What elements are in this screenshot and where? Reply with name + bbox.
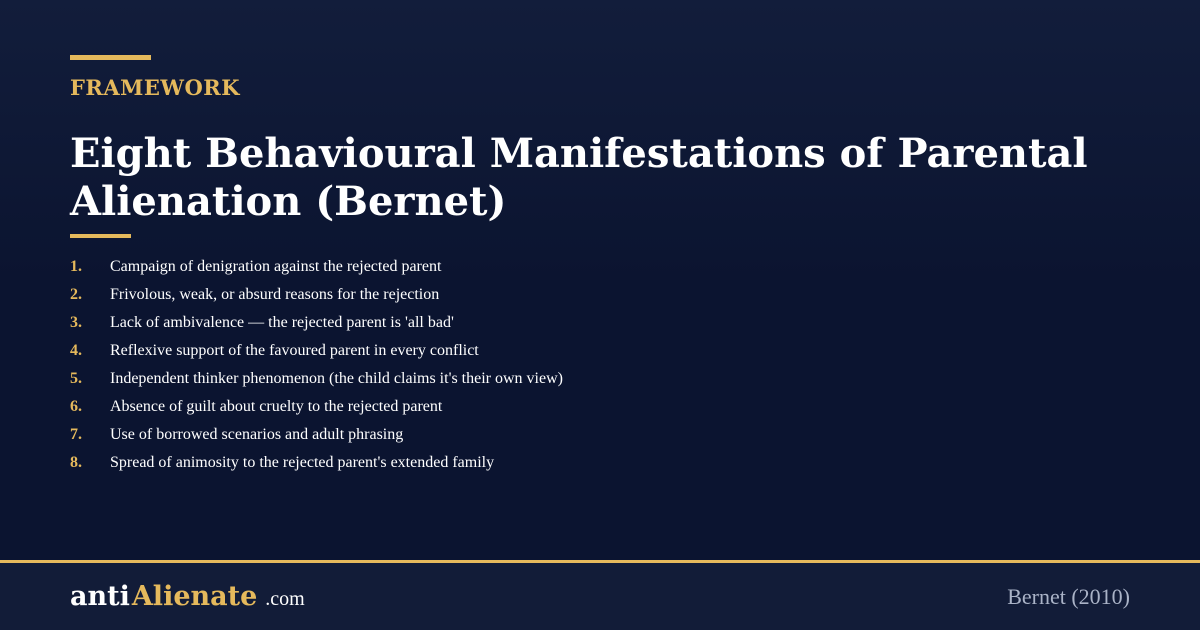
- list-item-number: 6.: [70, 398, 82, 415]
- brand-prefix: anti: [70, 581, 130, 612]
- list-item-text: Reflexive support of the favoured parent in every conflict: [110, 342, 479, 359]
- list-item-text: Use of borrowed scenarios and adult phrasing: [110, 426, 404, 443]
- list-item-number: 3.: [70, 314, 82, 331]
- page-title: Eight Behavioural Manifestations of Parental Alienation (Bernet): [70, 130, 1088, 225]
- list-item: [70, 281, 1130, 309]
- list-item-number: 5.: [70, 370, 82, 387]
- list-item: [70, 393, 1130, 421]
- footer-bar: [0, 560, 1200, 630]
- list-item-number: 2.: [70, 286, 82, 303]
- list-item-text: Lack of ambivalence — the rejected parent is 'all bad': [110, 314, 454, 331]
- list-item: [70, 309, 1130, 337]
- top-accent-rule: [70, 55, 151, 60]
- list-item-number: 4.: [70, 342, 82, 359]
- brand-name: Alienate: [131, 581, 258, 612]
- manifestations-list: [70, 253, 1130, 477]
- list-item-number: 1.: [70, 258, 82, 275]
- list-item: [70, 253, 1130, 281]
- list-item-number: 7.: [70, 426, 82, 443]
- list-item: [70, 449, 1130, 477]
- list-item-number: 8.: [70, 454, 82, 471]
- title-accent-rule: [70, 234, 131, 238]
- list-item-text: Frivolous, weak, or absurd reasons for the rejection: [110, 286, 440, 303]
- eyebrow-label: FRAMEWORK: [70, 75, 240, 100]
- list-item-text: Absence of guilt about cruelty to the rejected parent: [110, 398, 443, 415]
- list-item: [70, 421, 1130, 449]
- list-item-text: Campaign of denigration against the rejected parent: [110, 258, 442, 275]
- brand-domain: .com: [265, 588, 305, 610]
- list-item-text: Spread of animosity to the rejected parent's extended family: [110, 454, 495, 471]
- list-item: [70, 365, 1130, 393]
- list-item-text: Independent thinker phenomenon (the child claims it's their own view): [110, 370, 563, 387]
- brand-logo: [70, 581, 305, 612]
- list-item: [70, 337, 1130, 365]
- citation-text: Bernet (2010): [1007, 584, 1130, 609]
